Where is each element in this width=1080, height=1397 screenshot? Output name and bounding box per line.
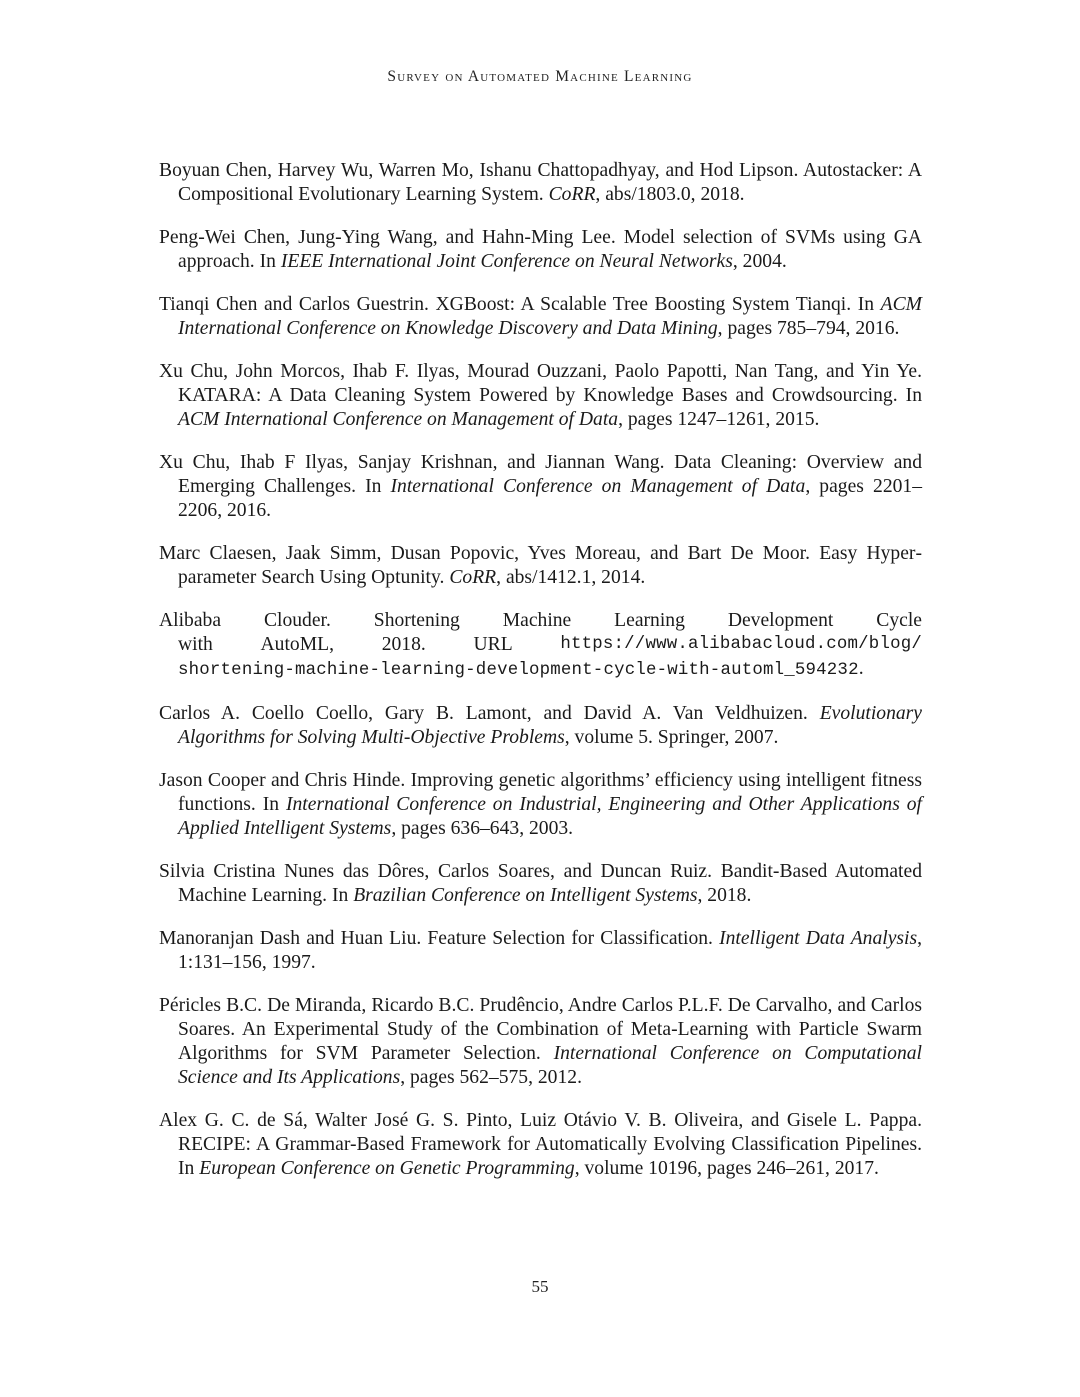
reference-line: [178, 657, 922, 683]
reference-venue: International Conference on Management of Data: [390, 476, 806, 497]
reference-entry: [159, 927, 922, 975]
reference-entry: [159, 542, 922, 590]
reference-entry: [159, 702, 922, 750]
reference-text: Tianqi Chen and Carlos Guestrin. XGBoost: A Scalable Tree Boosting System Tianqi. In: [159, 294, 881, 315]
reference-word: Shortening: [373, 610, 460, 631]
reference-word: 2018.: [381, 634, 426, 655]
reference-text: Péricles B.C. De Miranda, Ricardo B.C. Prudêncio, Andre Carlos P.L.F. De Carvalho, and Carlos Soares. An Experimental Study of the Combination of Meta-Learning with Particle Swarm Algorithms for SVM Parameter Selection.: [159, 995, 922, 1064]
reference-word: AutoML,: [260, 634, 335, 655]
reference-word: Cycle: [876, 610, 922, 631]
reference-word: Machine: [502, 610, 572, 631]
reference-text: Xu Chu, John Morcos, Ihab F. Ilyas, Mourad Ouzzani, Paolo Papotti, Nan Tang, and Yin Ye. KATARA: A Data Cleaning System Powered by Knowledge Bases and Crowdsourcing. In: [159, 361, 922, 406]
reference-line: [178, 633, 922, 657]
reference-entry: [159, 226, 922, 274]
running-title: Survey on Automated Machine Learning: [387, 68, 693, 85]
reference-venue: IEEE International Joint Conference on Neural Networks: [280, 251, 733, 272]
reference-text: Boyuan Chen, Harvey Wu, Warren Mo, Ishanu Chattopadhyay, and Hod Lipson. Autostacker: A Compositional Evolutionary Learning System.: [159, 160, 922, 205]
reference-details: , abs/1412.1, 2014.: [496, 567, 646, 588]
reference-list: [159, 159, 922, 1200]
reference-text: Silvia Cristina Nunes das Dôres, Carlos Soares, and Duncan Ruiz. Bandit-Based Automated Machine Learning. In: [159, 861, 922, 906]
reference-text: Carlos A. Coello Coello, Gary B. Lamont, and David A. Van Veldhuizen.: [159, 703, 820, 724]
reference-venue: European Conference on Genetic Programming: [199, 1158, 575, 1179]
reference-line: [159, 609, 922, 633]
reference-venue: CoRR: [449, 567, 497, 588]
reference-text: Peng-Wei Chen, Jung-Ying Wang, and Hahn-Ming Lee. Model selection of SVMs using GA approach. In: [159, 227, 922, 272]
reference-details: , pages 562–575, 2012.: [400, 1067, 582, 1088]
reference-entry: [159, 1109, 922, 1181]
reference-venue: ACM International Conference on Knowledge Discovery and Data Mining: [178, 294, 922, 339]
reference-entry: [159, 769, 922, 841]
reference-entry-url: [159, 609, 922, 683]
reference-venue: CoRR: [548, 184, 596, 205]
reference-details: , volume 5. Springer, 2007.: [564, 727, 779, 748]
reference-entry: [159, 994, 922, 1090]
reference-word: Learning: [614, 610, 685, 631]
reference-text: Jason Cooper and Chris Hinde. Improving genetic algorithms’ efficiency using intelligent fitness functions. In: [159, 770, 922, 815]
reference-word: Clouder.: [263, 610, 331, 631]
reference-entry: [159, 860, 922, 908]
reference-venue: ACM International Conference on Management of Data: [178, 409, 619, 430]
reference-details: , 2018.: [697, 885, 752, 906]
reference-details: , 1:131–156, 1997.: [178, 928, 922, 973]
reference-details: , 2004.: [732, 251, 787, 272]
reference-venue: International Conference on Computational Science and Its Applications: [178, 1043, 922, 1088]
reference-details: , pages 785–794, 2016.: [717, 318, 900, 339]
reference-word: with: [178, 634, 213, 655]
reference-url-link[interactable]: shortening-machine-learning-development-cycle-with-automl_594232: [178, 661, 859, 680]
reference-text: Xu Chu, Ihab F Ilyas, Sanjay Krishnan, and Jiannan Wang. Data Cleaning: Overview and Emerging Challenges. In: [159, 452, 922, 497]
reference-venue: International Conference on Industrial, Engineering and Other Applications of Applied Intelligent Systems: [178, 794, 922, 839]
reference-details: .: [858, 658, 864, 679]
reference-entry: [159, 360, 922, 432]
reference-details: , pages 2201–2206, 2016.: [178, 476, 923, 521]
reference-details: , volume 10196, pages 246–261, 2017.: [574, 1158, 879, 1179]
reference-word: URL: [473, 634, 513, 655]
page-number: 55: [531, 1277, 549, 1296]
reference-text: Manoranjan Dash and Huan Liu. Feature Selection for Classification.: [159, 928, 720, 949]
reference-venue: Brazilian Conference on Intelligent Systems: [353, 885, 698, 906]
reference-entry: [159, 451, 922, 523]
reference-details: , pages 636–643, 2003.: [391, 818, 574, 839]
reference-details: , abs/1803.0, 2018.: [595, 184, 745, 205]
reference-venue: Evolutionary Algorithms for Solving Multi-Objective Problems: [178, 703, 922, 748]
reference-word: Alibaba: [159, 610, 222, 631]
reference-word: Development: [727, 610, 834, 631]
reference-text: Alex G. C. de Sá, Walter José G. S. Pinto, Luiz Otávio V. B. Oliveira, and Gisele L. Pappa. RECIPE: A Grammar-Based Framework for Automatically Evolving Classification Pipelines. In: [159, 1110, 922, 1179]
reference-venue: Intelligent Data Analysis: [719, 928, 918, 949]
reference-details: , pages 1247–1261, 2015.: [618, 409, 820, 430]
reference-entry: [159, 293, 922, 341]
reference-entry: [159, 159, 922, 207]
reference-text: Marc Claesen, Jaak Simm, Dusan Popovic, Yves Moreau, and Bart De Moor. Easy Hyperparameter Search Using Optunity.: [159, 543, 922, 588]
reference-url-link[interactable]: https://www.alibabacloud.com/blog/: [560, 635, 922, 654]
